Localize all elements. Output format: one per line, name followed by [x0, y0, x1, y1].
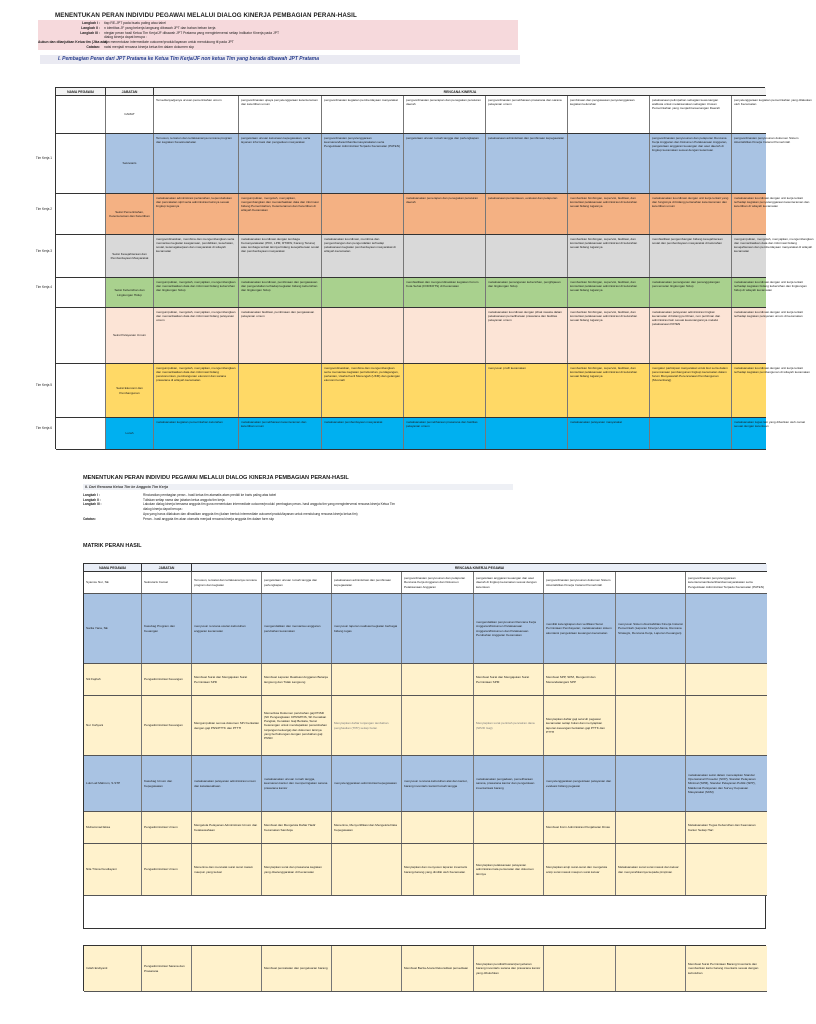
- cell-rencana: melaksanakan koordinasi dengan unit kerja terkait terhadap kegiatan bidang kebersihan dan lingkungan hidup di wilayah kecamatan: [734, 280, 807, 293]
- cell-nama: [56, 308, 106, 363]
- table-row: [84, 812, 767, 844]
- cell-rencana: [322, 308, 404, 363]
- cell-rencana: [332, 946, 402, 991]
- section1-title: MENENTUKAN PERAN INDIVIDU PEGAWAI MELALUI DIALOG KINERJA PEMBAGIAN PERAN-HASIL: [55, 12, 357, 19]
- cell-rencana: melaksanakan koordinasi, membina dan pengembangan dan pengendalian terhadap pelaksanaan kegiatan pemberdayaan masyarakat di wilayah kecamatan: [322, 235, 404, 277]
- cell-rencana: menyusun rencana usulan kebutuhan anggaran kecamatan: [192, 594, 262, 663]
- step-text: Peran - hasil anggota tim akan otomatis menjadi rencana kinerja anggota tim dalam form skp: [143, 516, 275, 521]
- cell-rencana: mengumpulkan, mengolah, menyajikan, mengembangkan dan memanfaatkan data dan informasi bidang pelayanan umum: [154, 308, 239, 363]
- table-row: [84, 844, 767, 896]
- cell-jabatan: Sekretaris: [106, 134, 154, 193]
- cell-rencana: memberikan bimbingan, supervisi, fasilitasi, dan konsultasi pelaksanaan administrasi di kelurahan sesuai bidang tugasnya: [568, 194, 650, 234]
- band-row: [35, 418, 806, 450]
- cell-rencana: pengoordinasian penyusunan dokumen Sistem Akuntabilitas Kinerja Instansi Pemerintah: [544, 572, 616, 593]
- cell-nama-pegawai: Luki Lail Mabrum, S.STP: [84, 756, 142, 811]
- cell-jabatan: Seksi Kebersihan dan Lingkungan Hidup: [106, 278, 154, 307]
- cell-rencana: melaksanakan fasilitasi, pembinaan dan pengawasan pelayanan umum: [239, 308, 322, 363]
- band-row: [35, 235, 814, 278]
- cell-rencana: [544, 946, 616, 991]
- cell-rencana: pengoordinasian penerapan dan penegakan peraturan daerah: [404, 96, 486, 133]
- cell-rencana: mengumpulkan, mengolah, menyajikan, mengembangkan dan memanfaatkan data dan informasi bidang Pemerintahan, Ketenteraman dan Ketertiban di wilayah Kecamatan: [239, 194, 322, 234]
- cell-rencana: melaksanakan pemberdayaan masyarakat: [322, 418, 404, 449]
- step-label: Catatan:: [86, 45, 100, 49]
- cell-rencana: melaksanakan pemeliharaan prasarana dan fasilitas pelayanan umum: [404, 418, 486, 449]
- cell-nama: [56, 194, 106, 234]
- cell-nama: [56, 418, 106, 449]
- cell-jabatan: Pengadministrasi Keuangan: [142, 696, 192, 755]
- band-row: [35, 194, 810, 235]
- cell-rencana: [616, 572, 686, 593]
- cell-rencana: mengendalikan dan memantau anggaran perubahan kecamatan: [262, 594, 332, 663]
- cell-rencana: memfasilitasi pengembangan bidang kesejahteraan sosial dan pemberdayaan masyarakat di kelurahan: [650, 235, 732, 277]
- cell-rencana: Menyiapkan daftar gaji seluruh pegawai kecamatan setiap bulan dan menyiapkan laporan keuangan berkaitan gaji PTTK dan PTTH: [544, 696, 616, 755]
- cell-rencana: melaksanakan koordinasi, pembinaan dan pengawasan dan pengendalian terhadap kegiatan bidang kebersihan dan lingkungan hidup: [239, 278, 322, 307]
- tier-label: Tim Kerja 4: [35, 285, 53, 289]
- table-row: [84, 696, 767, 756]
- cell-rencana: menyusun profil kecamatan: [486, 364, 568, 417]
- cell-nama: [56, 96, 106, 133]
- table-matrik-peran-hasil-cont: [83, 945, 766, 991]
- cell-rencana: pelaksanaan administrasi dan pembinaan kepegawaian: [486, 134, 568, 193]
- cell-rencana: [402, 812, 474, 843]
- cell-rencana: [402, 696, 474, 755]
- tier-label: Tim Kerja 2: [35, 206, 53, 211]
- cell-jabatan: Lurah: [106, 418, 154, 449]
- cell-rencana: [686, 844, 767, 895]
- cell-jabatan: Pengadministrasi Umum: [142, 812, 192, 843]
- cell-rencana: pelaksanaan pemantauan, evaluasi dan pelaporan: [486, 194, 568, 234]
- cell-rencana: Membuat pencatatan dan pengeluaran barang: [262, 946, 332, 991]
- band-row: [35, 278, 807, 308]
- cell-jabatan: Pengadministrasi Keuangan: [142, 664, 192, 695]
- cell-rencana: melaksanakan koordinasi dengan unit kerja terkait terhadap kegiatan pelayanan umum di kecamatan: [734, 310, 803, 319]
- cell-nama-pegawai: Sarita Yana, SE: [84, 594, 142, 663]
- cell-jabatan: Seksi Pemerintahan, Ketenteraman dan Ketertiban: [106, 194, 154, 234]
- cell-rencana: pengelolaan urusan kekunaan kepegawaian, serta layanan informasi dan pengaduan masyarakat: [239, 134, 322, 193]
- header-rencana-kinerja: RENCANA KINERJA: [154, 88, 766, 96]
- cell-rencana: pelaksanaan administrasi dan pembinaan kepegawaian: [332, 572, 402, 593]
- cell-rencana: mengoordinasikan, membina dan mengembangkan serta memantau kegiatan perindustrian, perdagangan, pertanian, Usaha Kecil Menengah (UKM) dan gelangan ekonomi lemah: [322, 364, 404, 417]
- cell-rencana: memberikan bimbingan, supervisi, fasilitasi, dan konsultasi pelaksanaan administrasi di kelurahan sesuai bidang tugasnya: [568, 308, 650, 363]
- matrix-title: MATRIK PERAN HASIL: [83, 543, 142, 549]
- cell-rencana: menyusun laporan realisasi kegiatan berbagai bidang tugas: [332, 594, 402, 663]
- cell-rencana: [474, 812, 544, 843]
- cell-jabatan: CAMAT: [106, 96, 154, 133]
- cell-rencana: penyelenggaraan kegiatan pemerintahan yang dilakukan oleh Kecamatan: [734, 98, 812, 107]
- cell-rencana: Membuat Surat dan Mengajukan Surat Permintaan SPM: [474, 664, 544, 695]
- step-label: Langkah I :: [83, 493, 100, 497]
- cell-rencana: [616, 664, 686, 695]
- cell-rencana: melaksanakan pelayanan masyarakat: [568, 418, 650, 449]
- cell-nama: [56, 278, 106, 307]
- step-label: Langkah II :: [83, 497, 101, 502]
- cell-rencana: melaksanakan koordinasi dengan unit kerja terkait terhadap kegiatan penyelenggaraan ketenteraman dan ketertiban di wilayah kecamatan: [734, 196, 810, 209]
- cell-rencana: Menerima, Menyortifikasi dan Mengelola Data Kepegawaian: [332, 812, 402, 843]
- step-text: Tuliskan setiap nama dan jabatan ketua anggota tim kerja: [143, 497, 225, 502]
- section-peran-anggota: [0, 470, 768, 1024]
- cell-rencana: [322, 194, 404, 234]
- cell-rencana: [402, 594, 474, 663]
- cell-rencana: melaksanakan penerapan dan penegakan peraturan daerah: [404, 194, 486, 234]
- cell-rencana: memberikan bimbingan, supervisi, fasilitasi, dan konsultasi pelaksanaan administrasi di kelurahan sesuai bidang tugasnya: [568, 278, 650, 307]
- step-label: Langkah I :: [82, 21, 100, 25]
- cell-rencana: Menyiapkan arsip surat-surat dan mengelola arsip surat masuk maupun surat keluar: [544, 844, 616, 895]
- band-row: [56, 308, 803, 364]
- cell-rencana: melaksanakan pemeliharaan ketenteraman dan ketertiban umum: [239, 418, 322, 449]
- cell-rencana: pengelolaan anggaran keuangan dan aset daerah di lingkup kecamatan sesuai dengan ketentuan: [474, 572, 544, 593]
- cell-rencana: melaksanakan penanganan dan penanggulangan pencemaran lingkungan hidup: [650, 278, 732, 307]
- cell-rencana: [616, 946, 686, 991]
- header-jabatan: JABATAN: [106, 88, 154, 96]
- cell-rencana: [192, 946, 262, 991]
- cell-rencana: mengumpulkan, mengolah, menyajikan, mengembangkan dan memanfaatkan data dan informasi bidang kesejahteraan dan pemberdayaan masyarakat di wilayah kecamatan: [734, 237, 814, 254]
- cell-rencana: Menyiapkan daftar tunjangan tambahan penghasilan (TPP) setiap bulan: [332, 696, 402, 755]
- cell-rencana: [616, 696, 686, 755]
- cell-rencana: melaksanakan koordinasi dengan unit kerja terkait yang dan fungsinya di bidang pertanahan ketenteraman dan ketertiban umum: [650, 194, 732, 234]
- cell-rencana: mengoordinasikan, membina dan mengembangkan serta memantau kegiatan keagamaan, pendidikan, kesehatan, sosial, ketenagakerjaan dan masyarakat di wilayah kecamatan: [154, 235, 239, 277]
- cell-rencana: Menyiapkan dan menyusun laporan inventaris barang-barang yang dimiliki oleh Kecamatan: [402, 844, 474, 895]
- cell-rencana: [322, 278, 404, 307]
- cell-rencana: melaksanakan urusan rumah tangga, keamanan kantor dan memperingakan sarana prasarana kantor: [262, 756, 332, 811]
- cell-jabatan: Sekretaris Camat: [142, 572, 192, 593]
- cell-rencana: [404, 364, 486, 417]
- cell-rencana: melaksanakan kegiatan pemerintahan kelurahan: [154, 418, 239, 449]
- cell-rencana: [332, 664, 402, 695]
- cell-nama: [56, 134, 106, 193]
- cell-rencana: [402, 664, 474, 695]
- step-text: tiap RE-JPT pada buatu paling atau tabel: [104, 21, 166, 25]
- step-label: Langkah III :: [83, 502, 102, 507]
- header-nama-pegawai: NAMA PEGAWAI: [84, 564, 142, 572]
- cell-rencana: [686, 594, 767, 663]
- cell-rencana: melaksanakan tugas lain yang diberikan oleh camat sesuai dengan ketentuan: [734, 420, 806, 429]
- cell-rencana: Melaksanakan Tugas Kebersihan dan Keamanan Kantor Setiap Hari: [688, 823, 756, 832]
- cell-jabatan: Seksi Pelayanan Umum: [106, 308, 154, 363]
- table-row: [84, 572, 767, 594]
- cell-rencana: Menyiapkan pendistribusian/penyebaran barang inventaris sarana dan prasarana kantor yang dibutuhkan: [474, 946, 544, 991]
- cell-rencana: pengoordinasian penyusunan dan pelaporan Rencana Kerja Anggaran dan Dokumen Pelaksanaan Anggaran: [402, 572, 474, 593]
- table-matrik-peran-hasil: [83, 563, 766, 929]
- cell-jabatan: Seksi Ekonomi dan Pembangunan: [106, 364, 154, 417]
- cell-rencana: memberikan bimbingan, supervisi, fasilitasi, dan konsultasi pelaksanaan administrasi di kelurahan sesuai bidang tugasnya: [568, 364, 650, 417]
- cell-rencana: Membuat Form Administrasi Penjabaran Dinas: [544, 812, 616, 843]
- cell-rencana: [486, 235, 568, 277]
- cell-rencana: mengatur partisipasi masyarakat untuk ikut serta dalam perencanaan pembangunan lingkup kecamatan dalam forum Musyawarah Perencanaan Pembangunan (Musrenbang): [650, 364, 732, 417]
- cell-rencana: Menyiapkan pelaksanaan pelayanan administrasi tata persuratan dan dokumen lainnya: [474, 844, 544, 895]
- cell-rencana: [568, 134, 650, 193]
- cell-rencana: mengumpulkan, mengolah, menyajikan, mengembangkan dan memanfaatkan data dan informasi bidang perekonomian, pembangunan ekonomi dan sarana prasarana di wilayah kecamatan: [154, 364, 239, 417]
- cell-rencana: Membuat dan Mengelola Daftar Hadir Kecamatan Samboja: [262, 812, 332, 843]
- cell-rencana: pengelolaan urusan rumah tangga dan perlengkapan: [404, 134, 486, 193]
- cell-rencana: [616, 756, 686, 811]
- cell-nama-pegawai: Siti Fajriah: [84, 664, 142, 695]
- table-row: [84, 664, 767, 696]
- cell-rencana: pengoordinasian upaya penyelenggaraan ketenteraman dan ketertiban umum: [239, 96, 322, 133]
- cell-rencana: melaksanakan pelayanan administrasi tingkat kecamatan di bidang perizinan, non perizinan dan administrasi lain sesuai kewenangannya melalui pelaksanaan PATEN: [650, 308, 732, 363]
- cell-rencana: [650, 418, 732, 449]
- cell-nama-pegawai: Muhammad Eksa: [84, 812, 142, 843]
- cell-nama-pegawai: Indah Endiyanti: [84, 946, 142, 991]
- cell-rencana: [239, 364, 322, 417]
- cell-rencana: [686, 696, 767, 755]
- cell-rencana: Menyiapkan surat dan prasarana kegiatan yang diselenggarakan di Kecamatan: [262, 844, 332, 895]
- cell-jabatan: Pengadministrasi Sarana dan Prasarana: [142, 946, 192, 991]
- cell-rencana: pengoordinasian kegiatan pemberdayaan masyarakat: [322, 96, 404, 133]
- cell-rencana: Membuat Laporan Realisasi Anggaran Belanja langsung dan Tidak Langsung: [262, 664, 332, 695]
- cell-rencana: menyusun rencana kebutuhan alat dan kantor, barang inventaris kantor/rumah tangga: [402, 756, 474, 811]
- step-label: Langkah III :: [80, 30, 100, 35]
- cell-nama-pegawai: Nur Cahyani: [84, 696, 142, 755]
- cell-rencana: Memeriksa Dokumen perubahan gaji PNSD (SK Pengangkatan CPNS/PNS, SK Kenaikan Pangkat, Kenaikan Gaji Berkala, Surat Keterangan untuk mendapatkan penambahan tunjangan keluarga) dan dokumen lainnya yang berhubungan dengan perubahan gaji PNSD: [262, 696, 332, 755]
- cell-rencana: melaksanakan administrasi pertanahan, kependudukan dan pencatatan sipil serta administrasi lainnya sesuai lingkup tugasnya: [154, 194, 239, 234]
- cell-rencana: Mengumpulkan semua dokumen SPJ berkaitan dengan gaji PNS/PTTK dan PTTH: [192, 696, 262, 755]
- cell-rencana: mengendalikan penyusunan Rencana Kerja Anggaran/Dokumen Pelaksanaan Anggaran/Dokumen dan Pelaksanaan Perubahan Anggaran Kecamatan: [474, 594, 544, 663]
- cell-rencana: melaksanakan pelayanan administrasi umum dan ketatausahaan: [192, 756, 262, 811]
- cell-rencana: pengelolaan urusan rumah tangga dan perlengkapan: [262, 572, 332, 593]
- cell-rencana: memberikan bimbingan, supervisi, fasilitasi, dan konsultasi pelaksanaan administrasi di kelurahan sesuai bidang tugasnya: [568, 235, 650, 277]
- step-label: Aukun dan dilanjutkan Ketua tim (Jika ada): [38, 40, 108, 45]
- cell-rencana: [332, 844, 402, 895]
- cell-jabatan: Kasubag Umum dan Kepegawaian: [142, 756, 192, 811]
- cell-rencana: melaksanakan koordinasi dengan pihak swasta dalam pelaksanaan pemeliharaan prasarana dan fasilitas pelayanan umum: [486, 308, 568, 363]
- cell-rencana: mengumpulkan, mengolah, menyajikan, mengembangkan dan memanfaatkan data dan informasi bidang kebersihan dan lingkungan hidup: [154, 278, 239, 307]
- band-row: [35, 134, 799, 194]
- header-jabatan: JABATAN: [142, 564, 192, 572]
- cell-rencana: pengoordinasian penyelenggaraan ketenteraman/ketertiban/kemasyarakatan serta Pengelolaan Administrasi Terpadu Kecamatan (PATEN): [688, 576, 765, 589]
- section1-subtitle: I. Pembagian Peran dari JPT Pratama ke Ketua Tim Kerja/JF non ketua Tim yang berada dibawah JPT Pratama: [40, 55, 520, 64]
- cell-rencana: pengoordinasian penyelenggaraan keamanan/ketertiban/kemasyarakatan serta Pengelolaan Administrasi Terpadu Kecamatan (PATEN): [322, 134, 404, 193]
- step-text: natsi menjadi rencana kinerja ketua tim dalam dokumen skp: [104, 45, 195, 49]
- cell-rencana: pengoordinasian penyusunan dan pelaporan Rencana Kerja Anggaran dan Dokumen Pelaksanaan Anggaran, pengelolaan anggaran keuangan dan aset daerah di lingkup kecamatan sesuai dengan ketentuan: [650, 134, 732, 193]
- table-rencana-kinerja-jpt: [35, 87, 814, 449]
- step-text: n identitas JF yang bekerja langsung dibawah JPT dan bahan beban kerja: [104, 25, 216, 30]
- cell-rencana: melaksanakan koordinasi dengan lembaga Kemasyarakatan (PKK, LPM, RT/RW, Karang Taruna) atau lembaga terkait lainnya bidang kesejahteraan sosial dan pemberdayaan masyarakat: [239, 235, 322, 277]
- step-text: dialog kinerja dapat berupa :: [104, 35, 147, 40]
- cell-jabatan: Kasubag Program dan Keuangan: [142, 594, 192, 663]
- cell-rencana: melaksanakan pengadaan, pemeliharaan sarana, prasarana kantor dan pengelolaan inventarisasi barang: [474, 756, 544, 811]
- cell-rencana: [404, 308, 486, 363]
- cell-rencana: melaksanakan seksi dalam menetapkan Standar Operasional Prosedur (SOP), Standar Pelayanan Minimal (SPM), Standar Pelayanan Publik (SPP), Maklumat Pelayanan dan Survey Kepuasan Masyarakat (SKM): [688, 773, 756, 794]
- cell-rencana: menyelenggarakan pengelolaan pelayanan dan evaluasi bidang pegawai: [544, 756, 616, 811]
- cell-rencana: Membuat Surat dan Mengajukan Surat Permintaan SPD: [192, 664, 262, 695]
- section2-subtitle: II. Dari Rencana Ketua Tim ke Anggota Tim Kerja: [83, 484, 513, 490]
- step-text: ntegiar peran hasil Ketua Tim Kerja/JF dibawah JPT Pratama yang mengintervensi setiap Indikator Kinerja pada JPT: [104, 30, 280, 35]
- cell-rencana: pelaksanaan pelimpahan sebagian kewenangan walikota untuk melaksanakan sebagian Urusan Pemerintahan yang menjadi kewenangan Daerah: [650, 96, 732, 133]
- cell-rencana: Tersedianya/ganya urusan pemerintahan umum: [154, 96, 239, 133]
- step-label: Langkah II :: [81, 25, 100, 30]
- cell-rencana: [686, 664, 767, 695]
- section1-steps: [38, 20, 518, 50]
- cell-rencana: pengoordinasian pemeliharaan prasarana dan sarana pelayanan umum: [486, 96, 568, 133]
- cell-rencana: [486, 418, 568, 449]
- cell-rencana: Mengelola Pelayanan Administrasi Umum dan Ketatausahaan: [192, 812, 262, 843]
- cell-nama-pegawai: Nila Trisna Kusdiayani: [84, 844, 142, 895]
- step-text: dan menentukan intermediate outcome/produk/layanan untuk mendukung ttl pada JPT: [104, 40, 234, 45]
- tier-label: Tim Kerja 3: [35, 248, 53, 253]
- step-text: Rinciandian pembagian peran - hasil ketua tim atamatis atam predidi ke baris paling atas tabel: [143, 493, 277, 497]
- section2-steps: [83, 492, 513, 522]
- cell-rencana: menyelenggarakan administrasi kepegawaian: [332, 756, 402, 811]
- cell-rencana: [616, 812, 686, 843]
- cell-rencana: Tersusun, tercatun dan terlaksananya rencana program dan kegiatan Kesekretariatan: [154, 134, 239, 193]
- cell-rencana: Menerima dan mencatat surat surat masuk maupun yang keluar: [192, 844, 262, 895]
- tier-label: Tim Kerja 6: [35, 426, 53, 430]
- cell-rencana: Menyiapkan surat perintah pencairan dana (SP2D Gaji): [474, 696, 544, 755]
- cell-rencana: pengoordinasian penyusunan dokumen Sistem Akuntabilitas Kinerja Instansi Pemerintah: [734, 136, 799, 145]
- cell-rencana: menyusun Sistem Akuntabilitas Kinerja Instansi Pemerintah (Laporan Kinerja Utama, Rencana Strategis, Rencana Kerja, Laporan Keuangan): [616, 594, 686, 663]
- cell-nama-pegawai: Syamsu Nur, SE: [84, 572, 142, 593]
- band-row: [56, 96, 812, 134]
- step-text: dialog kinerja dapat berupa :: [143, 507, 184, 512]
- cell-rencana: Melaksanakan surat surat masuk dan keluar dan menyerahkannya kepada pimpinan: [616, 844, 686, 895]
- cell-nama: [56, 364, 106, 417]
- cell-rencana: melaksanakan koordinasi dengan unit kerja terkait terhadap kegiatan pembangunan di wilayah kecamatan: [734, 366, 810, 375]
- cell-jabatan: Seksi Kesejahteraan dan Pemberdayaan Masyarakat: [106, 235, 154, 277]
- cell-rencana: [404, 235, 486, 277]
- step-text: Lakukan dialog kinerja bersama anggota tim guna menentukan intermediate outcome/produk/ pembagian peran- hasil anggota tim yang mengintervensi rencana kinerja Ketua Tim: [143, 502, 395, 507]
- cell-rencana: pembinaan dan pengawasan penyelenggaraan kegiatan kelurahan: [568, 96, 650, 133]
- step-label: Catatan:: [83, 516, 96, 521]
- tier-label: Tim Kerja 5: [35, 383, 53, 387]
- band-row: [35, 364, 810, 418]
- cell-rencana: memiliki kelengkapan dan verifikasi Surat Permintaan Pembayaran; melaksanakan sistem akuntansi pengelolaan keuangan kecamatan: [544, 594, 616, 663]
- cell-nama: [56, 235, 106, 277]
- cell-rencana: Membuat SPP, SPM, Mengentri dan Menandatangani SPP: [544, 664, 616, 695]
- table-row: [84, 946, 767, 992]
- header-rencana-kinerja-pegawai: RENCANA KINERJA PEGAWAI: [192, 564, 767, 572]
- cell-rencana: Tersusun, tercatat dan terlaksananya rencana program dan kegiatan: [192, 572, 262, 593]
- cell-rencana: melaksanakan penanganan kebersihan, penghijauan dan lingkungan hidup: [486, 278, 568, 307]
- cell-jabatan: Pengadministrasi Umum: [142, 844, 192, 895]
- table-row: [84, 756, 767, 812]
- cell-rencana: Membuat Surat Permintaan Barang Inventaris dan memberikan kartu barang inventaris sesuai dengan kebutuhan: [688, 962, 759, 975]
- section-peran-jpt: [0, 0, 814, 450]
- header-nama-pegawai: NAMA PEGAWAI: [56, 88, 106, 96]
- table-row: [84, 594, 767, 664]
- section2-title: MENENTUKAN PERAN INDIVIDU PEGAWAI MELALUI DIALOG KINERJA PEMBAGIAN PERAN-HASIL: [83, 475, 349, 481]
- cell-rencana: Membuat Berita Acara Rekonsiliasi persediaan: [402, 946, 474, 991]
- cell-rencana: memfasilitasi dan mengoordinasikan kegiatan Forum Kota Sehat (FORKOTS) di Kecamatan: [404, 278, 486, 307]
- step-text: Apa yang harus dilakukan dan dihasilkan anggota tim (dalam bentuk intermediate outcome/produk/layanan untuk mendukung rencana kinerja ketua tim): [143, 511, 358, 516]
- tier-label: Tim Kerja 1: [35, 156, 53, 160]
